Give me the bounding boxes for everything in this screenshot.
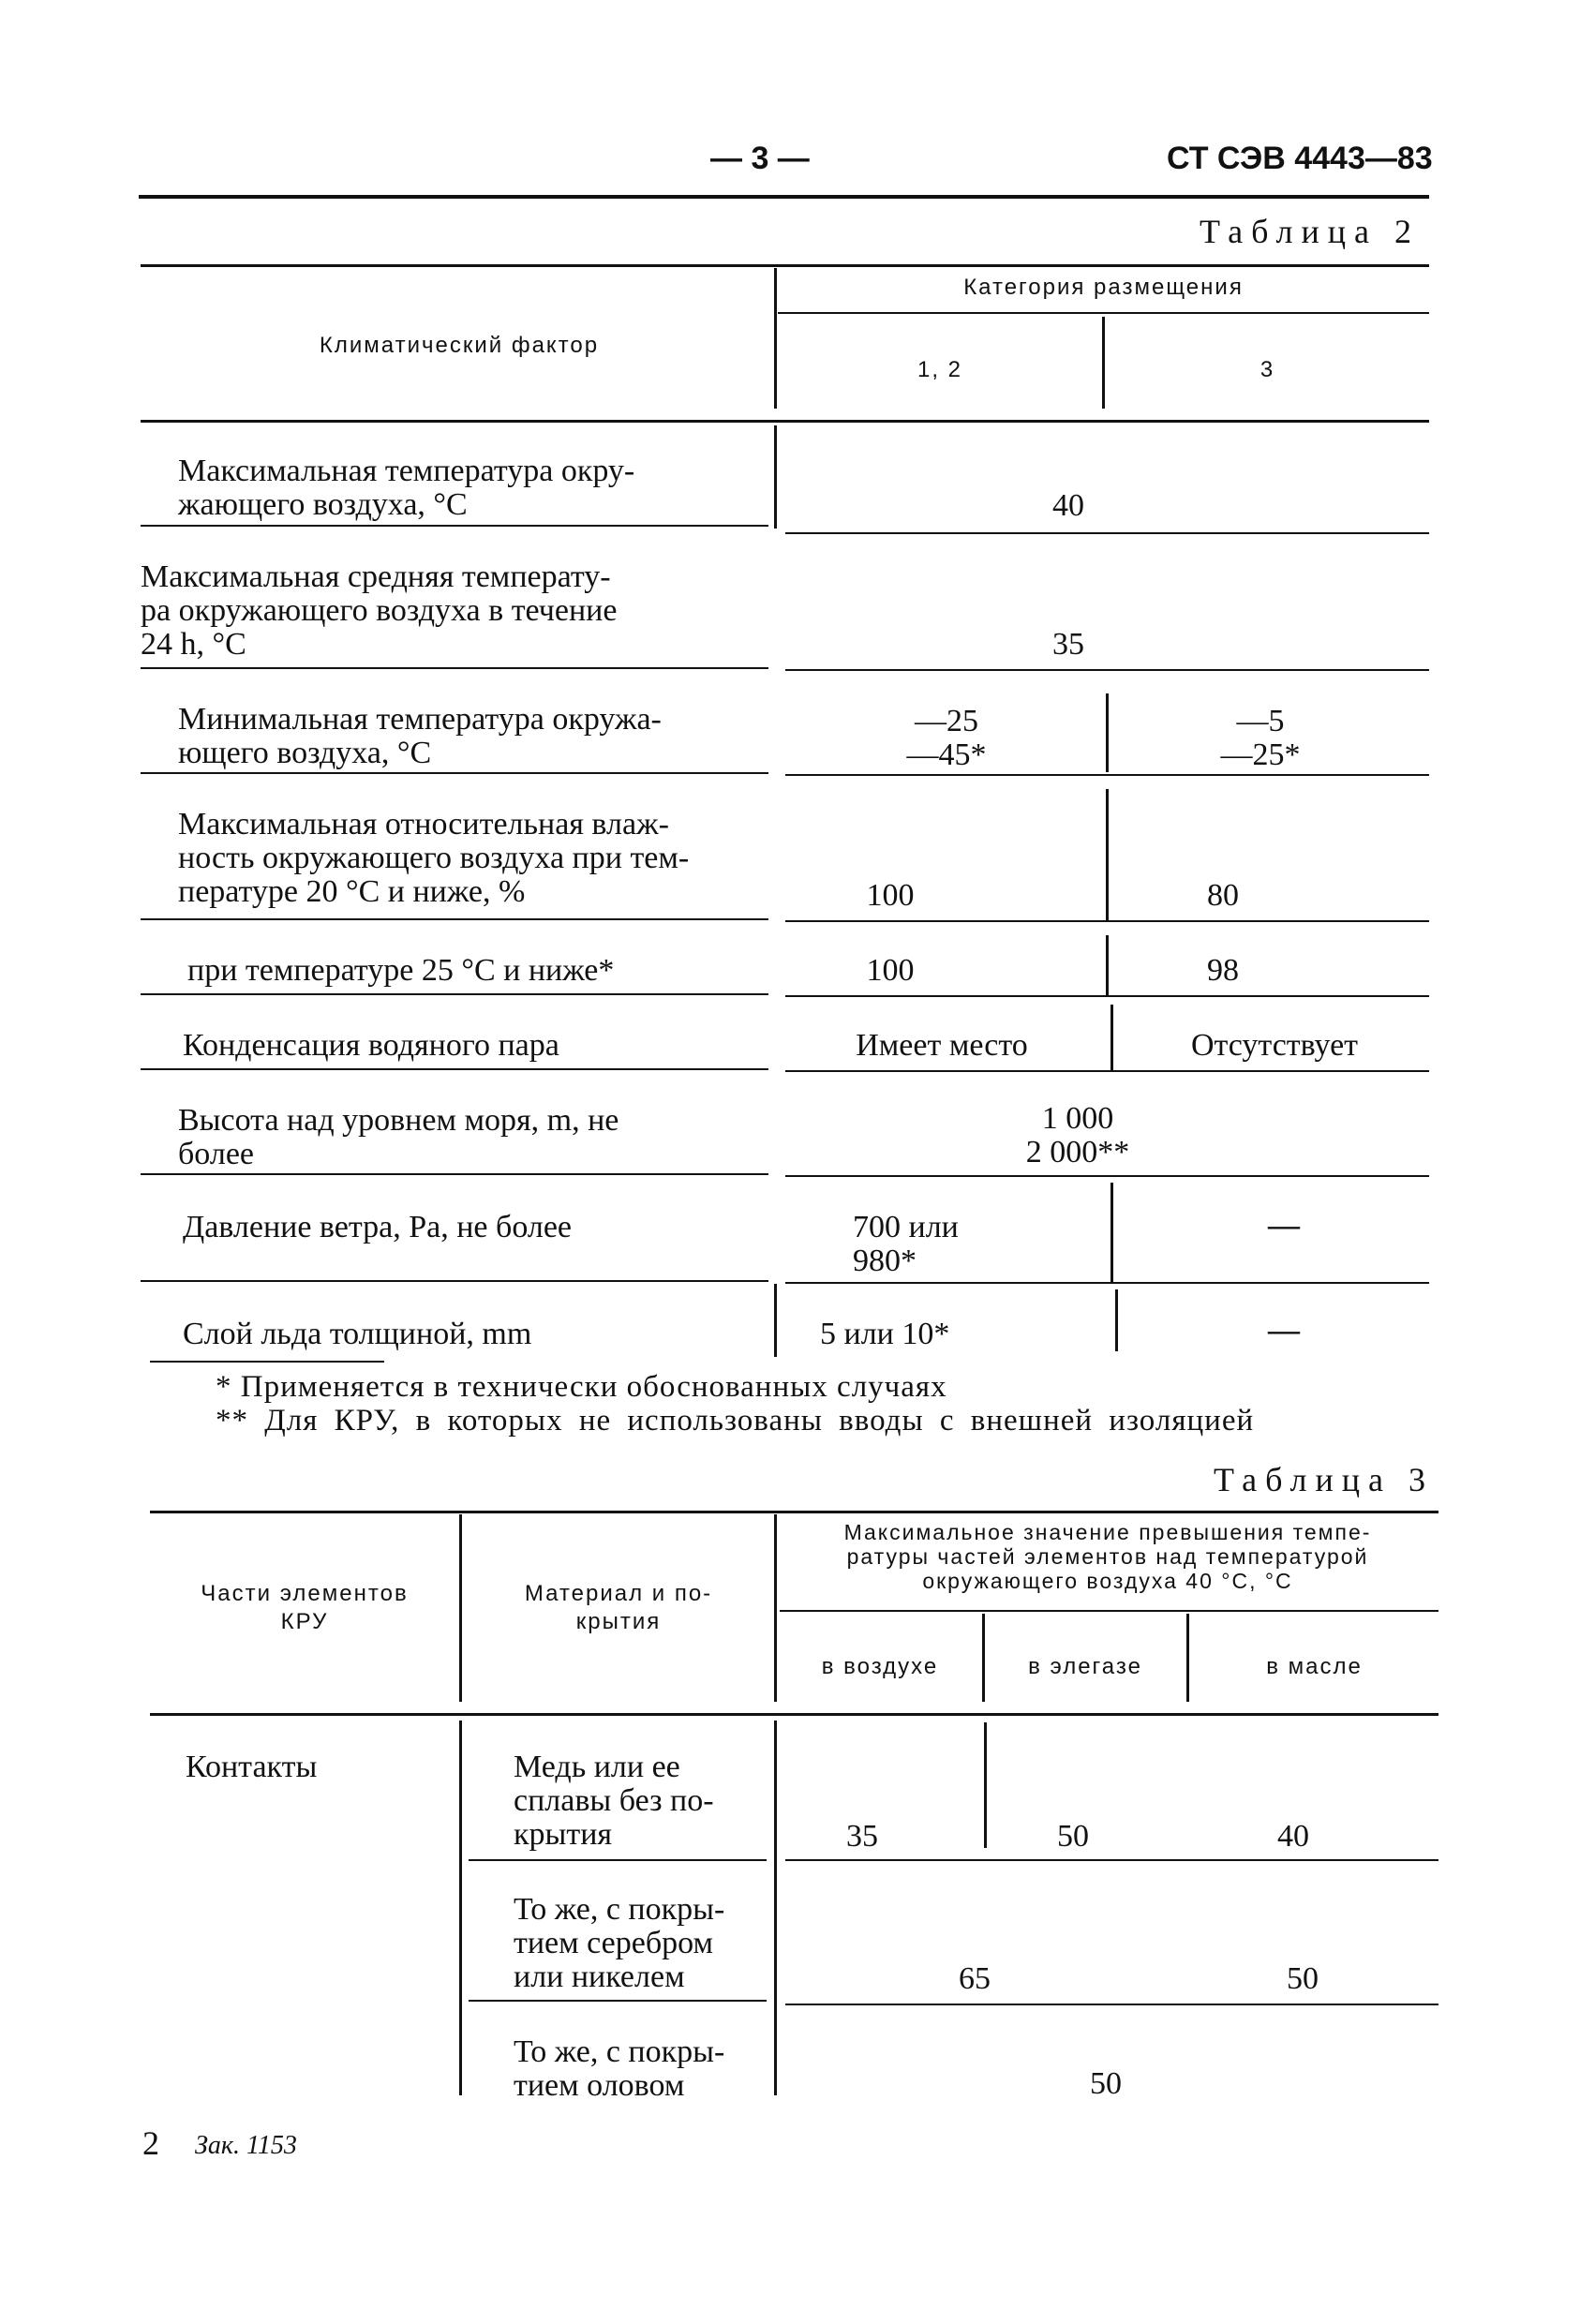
table2-row-value-col12: 100	[866, 878, 915, 913]
table2-label-rule	[141, 1068, 768, 1070]
table2-header-category: Категория размещения	[963, 275, 1244, 300]
table3-part-contacts: Контакты	[186, 1750, 318, 1784]
table3-value-rule	[785, 2004, 1438, 2005]
table3-material-rule	[469, 2000, 767, 2002]
table3-header-divider	[459, 1514, 462, 1702]
standard-designation: СТ СЭВ 4443—83	[1167, 141, 1433, 176]
table2-footnote: ** Для КРУ, в которых не использованы вводы с внешней изоляцией	[216, 1404, 1255, 1438]
table2-col-divider	[1115, 1289, 1118, 1351]
table2-row-value: 40	[1052, 488, 1084, 523]
table2-col-divider	[774, 425, 777, 529]
table2-col-divider	[774, 1284, 777, 1357]
table3-header-air: в воздухе	[821, 1654, 939, 1679]
page-number: — 3 —	[710, 141, 810, 176]
table2-header-factor: Климатический фактор	[319, 333, 600, 358]
table2-value-rule	[785, 1175, 1429, 1177]
table2-header-col12: 1, 2	[917, 357, 963, 382]
table2-row-value-col12: 100	[866, 953, 915, 988]
table2-header-bottom-rule	[141, 420, 1429, 423]
table3-col-divider	[984, 1722, 987, 1848]
table3-header-oil: в масле	[1266, 1654, 1363, 1679]
table2-row-label: Минимальная температура окружа- ющего воздуха, °С	[178, 702, 662, 770]
table2-value-rule	[785, 1070, 1429, 1072]
table2-top-rule	[141, 264, 1429, 267]
table3-row-material: Медь или ее сплавы без по- крытия	[514, 1750, 714, 1852]
table2-label-rule	[141, 772, 768, 774]
table2-row-value-col12: —25 —45*	[906, 704, 987, 772]
table2-row-value: 1 000 2 000**	[1025, 1101, 1130, 1169]
table3-value-rule	[785, 1859, 1438, 1861]
table2-label-rule	[141, 918, 768, 920]
table2-caption: Таблица 2	[1200, 213, 1420, 250]
table2-row-label: Слой льда толщиной, mm	[183, 1317, 532, 1351]
table3-row-all: 50	[1090, 2066, 1122, 2101]
header-rule	[139, 195, 1429, 199]
table3-row-air-sf6: 65	[959, 1961, 991, 1996]
table2-label-rule	[141, 525, 768, 527]
table2-row-value-col12: 700 или 980*	[853, 1210, 959, 1278]
table3-col-divider	[774, 1721, 777, 2095]
table2-row-label: при температуре 25 °С и ниже*	[187, 953, 615, 988]
table2-value-rule	[785, 920, 1429, 922]
table3-header-divider	[774, 1514, 777, 1702]
table2-footnote: * Применяется в технически обоснованных случаях	[216, 1370, 947, 1404]
footer-sheet-number: 2	[142, 2124, 159, 2162]
table3-header-sf6: в элегазе	[1028, 1654, 1142, 1679]
table2-row-value-col3: —5 —25*	[1220, 704, 1301, 772]
table2-label-rule	[141, 1280, 768, 1282]
table3-subheader-divider	[1186, 1614, 1189, 1702]
table2-col-divider	[1106, 789, 1109, 920]
table2-row-label: Максимальная температура окру- жающего воздуха, °С	[178, 454, 635, 522]
table2-header-divider	[774, 268, 777, 409]
table2-row-value-col3: 98	[1207, 953, 1239, 988]
table3-top-rule	[150, 1511, 1438, 1513]
table3-header-material: Материал и по- крытия	[524, 1581, 713, 1634]
table2-col-divider	[1110, 1183, 1113, 1282]
table2-col-divider	[1106, 693, 1109, 772]
table2-label-rule	[141, 667, 768, 669]
table2-label-rule	[141, 993, 768, 995]
table2-row-value-col12: Имеет место	[856, 1028, 1028, 1063]
table2-value-rule	[785, 532, 1429, 534]
table2-subheader-divider	[1102, 317, 1105, 409]
table2-value-rule	[785, 995, 1429, 997]
table3-row-air: 35	[846, 1819, 878, 1854]
table2-row-label: Максимальная относительная влаж- ность окружающего воздуха при тем- пературе 20 °С и ниже, %	[178, 807, 690, 909]
table2-value-rule	[785, 1282, 1429, 1284]
table3-header-subrule	[780, 1610, 1438, 1612]
table3-row-oil: 40	[1277, 1819, 1309, 1854]
table3-row-oil: 50	[1287, 1961, 1319, 1996]
table2-header-subrule	[778, 312, 1429, 314]
table2-row-value-col3: —	[1268, 1313, 1300, 1348]
table2-row-label: Давление ветра, Ра, не более	[183, 1210, 573, 1244]
table3-row-material: То же, с покры- тием серебром или никелем	[514, 1892, 725, 1994]
table2-header-col3: 3	[1260, 357, 1275, 382]
table3-row-sf6: 50	[1057, 1819, 1089, 1854]
table3-subheader-divider	[982, 1614, 985, 1702]
table2-col-divider	[1106, 935, 1109, 995]
table3-header-parts: Части элементов КРУ	[201, 1581, 409, 1634]
table2-row-value-col3: Отсутствует	[1190, 1028, 1359, 1063]
footer-order-number: Зак. 1153	[195, 2131, 297, 2160]
table2-label-rule	[141, 1173, 768, 1175]
table2-row-label: Высота над уровнем моря, m, не более	[178, 1103, 619, 1171]
table2-row-value: 35	[1052, 627, 1084, 662]
table2-row-value-col3: 80	[1207, 878, 1239, 913]
table2-value-rule	[785, 669, 1429, 671]
table3-row-material: То же, с покры- тием оловом	[514, 2034, 725, 2103]
table2-bottom-rule	[150, 1361, 384, 1363]
table2-col-divider	[1110, 1005, 1113, 1070]
table3-material-rule	[469, 1859, 767, 1861]
table2-row-value-col12: 5 или 10*	[820, 1317, 950, 1351]
table3-caption: Таблица 3	[1214, 1461, 1434, 1498]
table3-header-max: Максимальное значение превышения темпе- ратуры частей элементов над температурой окружающего воздуха 40 °С, °С	[843, 1520, 1372, 1593]
table3-col-divider	[459, 1721, 462, 2095]
table2-value-rule	[785, 774, 1429, 776]
table2-row-label: Максимальная средняя температу- ра окружающего воздуха в течение 24 h, °С	[141, 559, 618, 662]
table3-header-bottom-rule	[150, 1713, 1438, 1716]
table2-row-label: Конденсация водяного пара	[183, 1028, 559, 1063]
table2-row-value-col3: —	[1268, 1208, 1300, 1243]
